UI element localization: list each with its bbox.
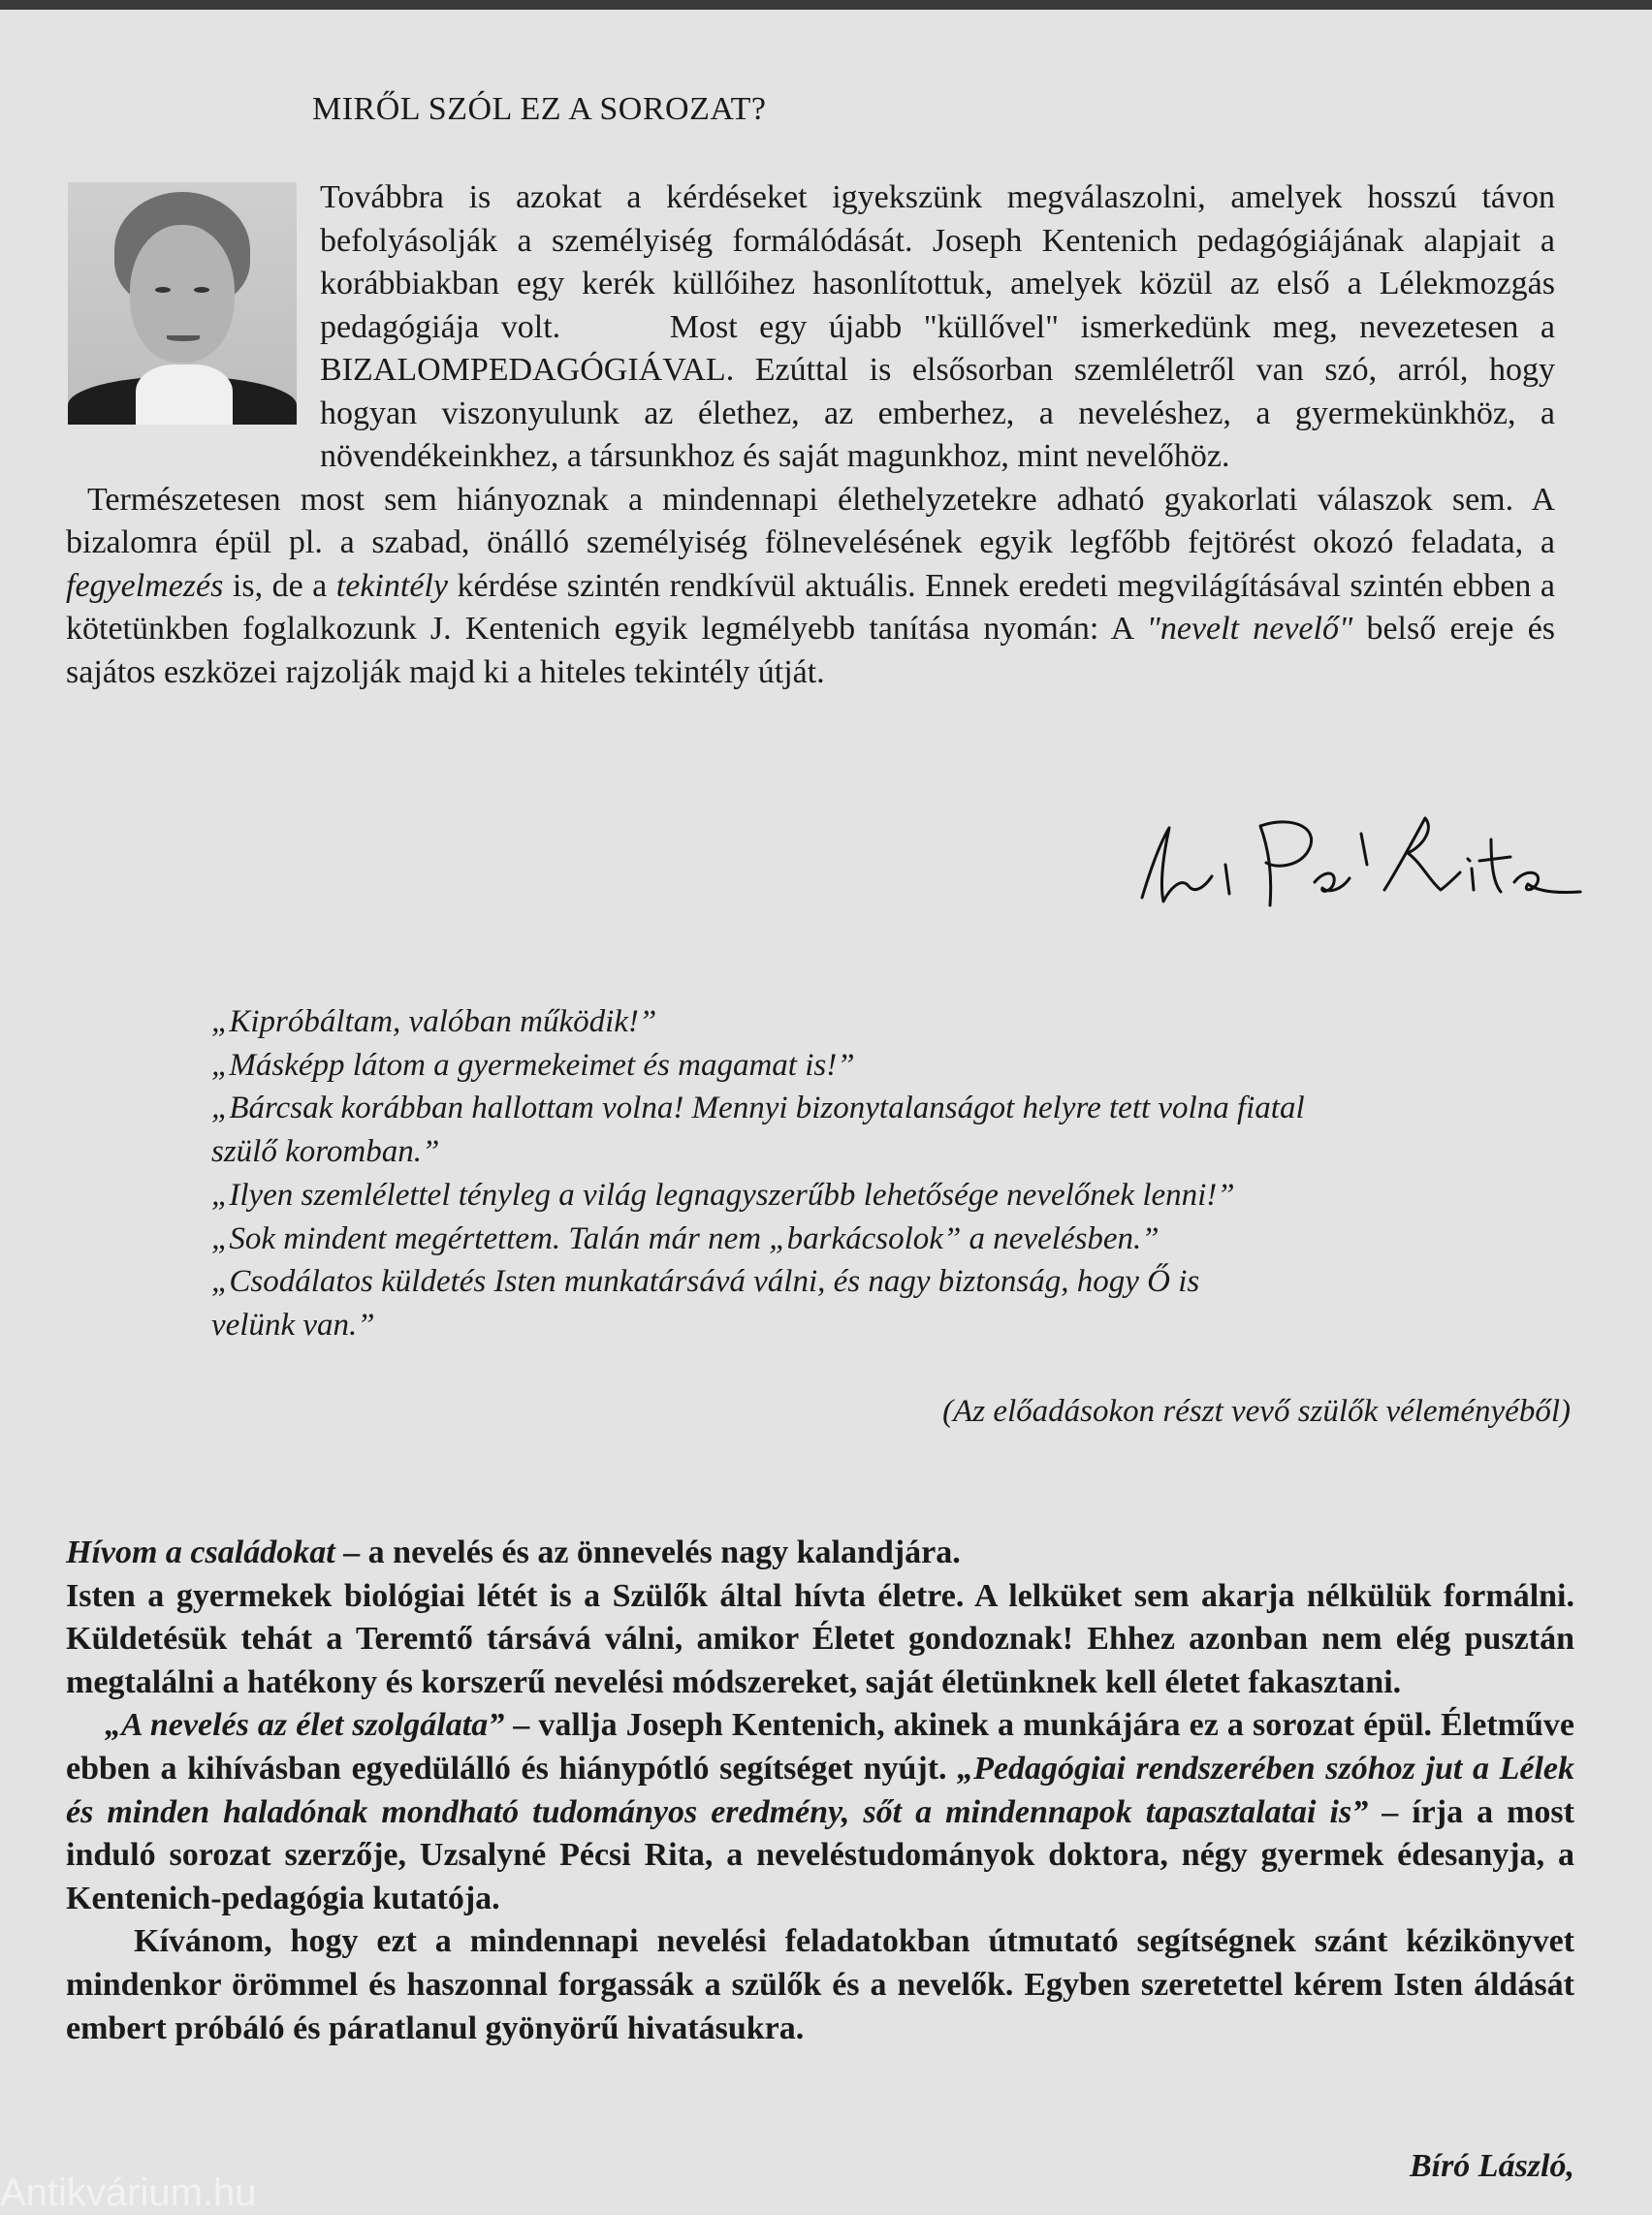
intro-p1-part-b: Most egy újabb "küllővel" ismerkedünk meg, nevezetesen a BIZALOMPEDAGÓGIÁVAL. Ezúttal is elsősorban szemléletről van szó, arról, hogy hogyan viszonyulunk az élethez, az emberhez, a neveléshez, a gyermekünkhöz, a növendékeinkhez, a társunkhoz és saját magunkhoz, mint nevelőhöz. [320, 308, 1556, 474]
letter-opening-italic: Hívom a családokat [66, 1535, 335, 1570]
testimonial-line: „Csodálatos küldetés Isten munkatársává válni, és nagy biztonság, hogy Ő is [211, 1264, 1200, 1300]
testimonial-line: „Kipróbáltam, valóban működik!” [211, 1004, 657, 1039]
testimonial-line: „Másképp látom a gyermekeimet és magamat is!” [211, 1047, 855, 1083]
intro-p2-part-b: is, de a [232, 567, 328, 604]
testimonial-line: szülő koromban.” [211, 1134, 440, 1170]
parent-testimonials [211, 1000, 1569, 1347]
intro-p1-part-a: Továbbra is azokat a kérdéseket igyekszünk megválaszolni, amelyek hosszú távon befolyásolják a személyiség formálódását. Joseph Kentenich pedagógiájának alapjait a korábbiakban egy kerék küllőihez hasonlítottuk, amelyek közül az első a Lélekmozgás pedagógiája volt. [320, 179, 1555, 345]
testimonial-line: „Sok mindent megértettem. Talán már nem „barkácsolok” a nevelésben.” [211, 1220, 1160, 1256]
letter-paragraph-3: Kívánom, hogy ezt a mindennapi nevelési feladatokban útmutató segítségnek szánt kézikönyvet mindenkor örömmel és haszonnal forgassák a szülők és a nevelők. Egyben szeretettel kérem Isten áldását embert próbáló és páratlanul gyönyörű hivatásukra. [66, 1923, 1574, 2046]
intro-text [66, 176, 1555, 694]
handwritten-signature [1125, 801, 1590, 927]
testimonial-line: „Bárcsak korábban hallottam volna! Mennyi bizonytalanságot helyre tett volna fiatal [211, 1091, 1305, 1126]
letter-paragraph-1: Isten a gyermekek biológiai létét is a Szülők által hívta életre. A lelküket sem akarja nélkülük formálni. Küldetésük tehát a Teremtő társává válni, amikor Életet gondoznak! Ehhez azonban nem elég pusztán megtalálni a hatékony és korszerű nevelési módszereket, saját életünknek kell életet fakasztani. [66, 1577, 1574, 1700]
testimonials-source: (Az előadásokon részt vevő szülők véleményéből) [942, 1394, 1571, 1429]
letter-opening-rest: – a nevelés és az önnevelés nagy kalandjára. [334, 1535, 961, 1570]
top-border [0, 0, 1652, 10]
testimonial-line: „Ilyen szemlélettel tényleg a világ legnagyszerűbb lehetősége nevelőnek lenni!” [211, 1177, 1235, 1213]
letter-paragraph-2 [66, 1704, 1574, 1920]
letter-quote-2: „Pedagógiai rendszerében szóhoz jut a Lélek és minden haladónak mondható tudományos eredmény, sőt a mindennapok tapasztalatai is” [66, 1750, 1574, 1830]
intro-p2-tekintely: tekintély [335, 567, 448, 604]
intro-paragraph-2 [66, 479, 1555, 695]
letter-p2-part-b: – írja a most induló sorozat szerzője, Uzsalyné Pécsi Rita, a neveléstudományok doktora, négy gyermek édesanyja, a Kentenich-pedagógia kutatója. [66, 1793, 1574, 1916]
intro-p2-fegyelmezes: fegyelmezés [66, 567, 224, 604]
intro-p2-part-a: Természetesen most sem hiányoznak a mindennapi élethelyzetekre adható gyakorlati válaszok sem. A bizalomra épül pl. a szabad, önálló személyiség fölnevelésének egyik legfőbb fejtörést okozó feladata, a [66, 481, 1555, 560]
intro-p2-nevelt-nevelo: "nevelt nevelő" [1146, 611, 1353, 647]
page-title: MIRŐL SZÓL EZ A SOROZAT? [312, 91, 767, 127]
intro-p2-part-d: belső ereje és sajátos eszközei rajzolják majd ki a hiteles tekintély útját. [66, 611, 1556, 690]
intro-p2-part-c: kérdése szintén rendkívül aktuális. Ennek eredeti megvilágításával szintén ebben a kötetünkben foglalkozunk J. Kentenich egyik legmélyebb tanítása nyomán: A [66, 567, 1556, 647]
letter-author: Bíró László, [1409, 2148, 1574, 2184]
foreword-letter [66, 1532, 1574, 2050]
watermark: Antikvárium.hu [0, 2171, 257, 2214]
testimonial-line: velünk van.” [211, 1307, 375, 1343]
letter-quote-1: „A nevelés az élet szolgálata” [105, 1707, 505, 1744]
letter-opening [66, 1532, 1574, 1575]
letter-p2-part-a: – vallja Joseph Kentenich, akinek a munkájára ez a sorozat épül. Életműve ebben a kihívásban egyedülálló és hiánypótló segítséget nyújt. [66, 1707, 1574, 1787]
